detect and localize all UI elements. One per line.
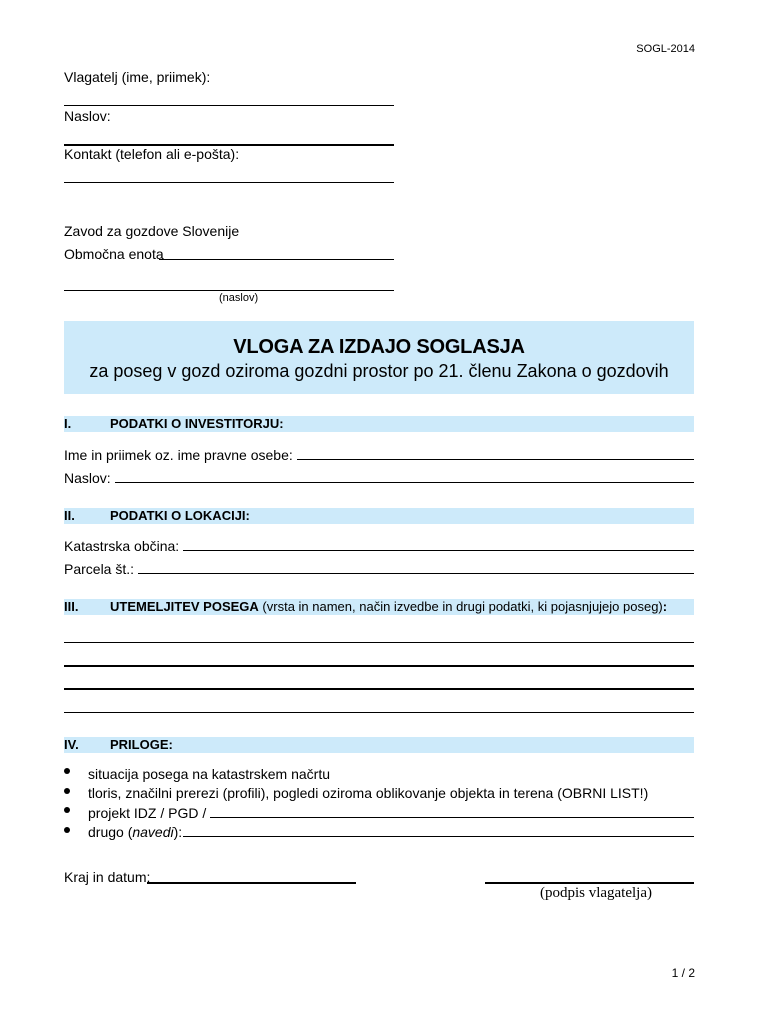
list-item[interactable] [64, 821, 694, 841]
recipient-unit-line[interactable] [159, 259, 394, 260]
section-attachments-header [64, 737, 694, 753]
section-title: PODATKI O LOKACIJI: [110, 508, 250, 523]
section-title-wrap [110, 599, 667, 615]
section-number: I. [64, 416, 72, 431]
attachment-other-prefix: drugo ( [88, 824, 133, 840]
signature-label: (podpis vlagatelja) [539, 885, 652, 901]
municipality-field[interactable] [64, 536, 694, 554]
section-number: III. [64, 599, 79, 614]
section-location-header [64, 508, 694, 524]
section-title: PODATKI O INVESTITORJU: [110, 416, 284, 431]
justification-line-2[interactable] [64, 665, 694, 667]
parcel-field[interactable] [64, 559, 694, 577]
section-description: (vrsta in namen, način izvedbe in drugi podatki, ki pojasnjujejo poseg) [258, 599, 663, 614]
section-investor-header [64, 416, 694, 432]
applicant-name-label: Vlagatelj (ime, priimek): [64, 69, 211, 85]
applicant-name-line[interactable] [64, 105, 394, 106]
document-code: SOGL-2014 [636, 43, 695, 55]
recipient-institution: Zavod za gozdove Slovenije [64, 223, 240, 239]
recipient-unit-label: Območna enota [64, 246, 164, 262]
bullet-icon [64, 768, 70, 774]
bullet-icon [64, 807, 70, 813]
investor-name-field[interactable] [64, 445, 694, 463]
investor-name-label: Ime in priimek oz. ime pravne osebe: [64, 447, 293, 463]
applicant-address-label: Naslov: [64, 108, 111, 124]
investor-address-label: Naslov: [64, 470, 111, 486]
section-colon: : [662, 599, 668, 614]
attachment-plans: tloris, značilni prerezi (profili), pogledi oziroma oblikovanje objekta in terena (OBRNI LIST!) [88, 785, 649, 801]
attachment-project-line[interactable] [210, 817, 694, 818]
attachment-situation: situacija posega na katastrskem načrtu [88, 765, 331, 782]
form-title-box [64, 321, 694, 394]
attachment-other-line[interactable] [183, 836, 694, 837]
justification-line-1[interactable] [64, 642, 694, 643]
bullet-icon [64, 827, 70, 833]
municipality-label: Katastrska občina: [64, 538, 180, 554]
list-item [64, 762, 694, 782]
applicant-contact-label: Kontakt (telefon ali e-pošta): [64, 146, 240, 162]
justification-line-4[interactable] [64, 712, 694, 713]
attachment-other-suffix: ): [173, 824, 183, 840]
page-number: 1 / 2 [671, 966, 695, 980]
place-date-label: Kraj in datum: [64, 869, 151, 885]
parcel-line[interactable] [138, 573, 694, 574]
section-title: UTEMELJITEV POSEGA [110, 599, 259, 614]
attachments-list [64, 762, 694, 840]
municipality-line[interactable] [183, 550, 694, 551]
attachment-other-italic: navedi [132, 824, 174, 840]
parcel-label: Parcela št.: [64, 561, 135, 577]
section-number: II. [64, 508, 75, 523]
signature-line[interactable] [485, 882, 694, 884]
attachment-project: projekt IDZ / PGD / [88, 804, 207, 821]
form-title: VLOGA ZA IZDAJO SOGLASJA [233, 336, 525, 358]
applicant-contact-line[interactable] [64, 182, 394, 183]
recipient-address-line[interactable] [64, 290, 394, 291]
justification-line-3[interactable] [64, 688, 694, 690]
list-item[interactable] [64, 801, 694, 821]
section-justification-header [64, 599, 694, 615]
place-date-line[interactable] [147, 882, 356, 884]
section-title: PRILOGE: [110, 737, 173, 752]
attachment-other [88, 824, 182, 840]
investor-address-field[interactable] [64, 468, 694, 486]
investor-name-line[interactable] [297, 459, 694, 460]
form-subtitle: za poseg v gozd oziroma gozdni prostor po 21. členu Zakona o gozdovih [89, 361, 669, 381]
section-number: IV. [64, 737, 79, 752]
recipient-address-hint: (naslov) [219, 292, 259, 304]
list-item [64, 782, 694, 802]
bullet-icon [64, 788, 70, 794]
investor-address-line[interactable] [115, 482, 694, 483]
